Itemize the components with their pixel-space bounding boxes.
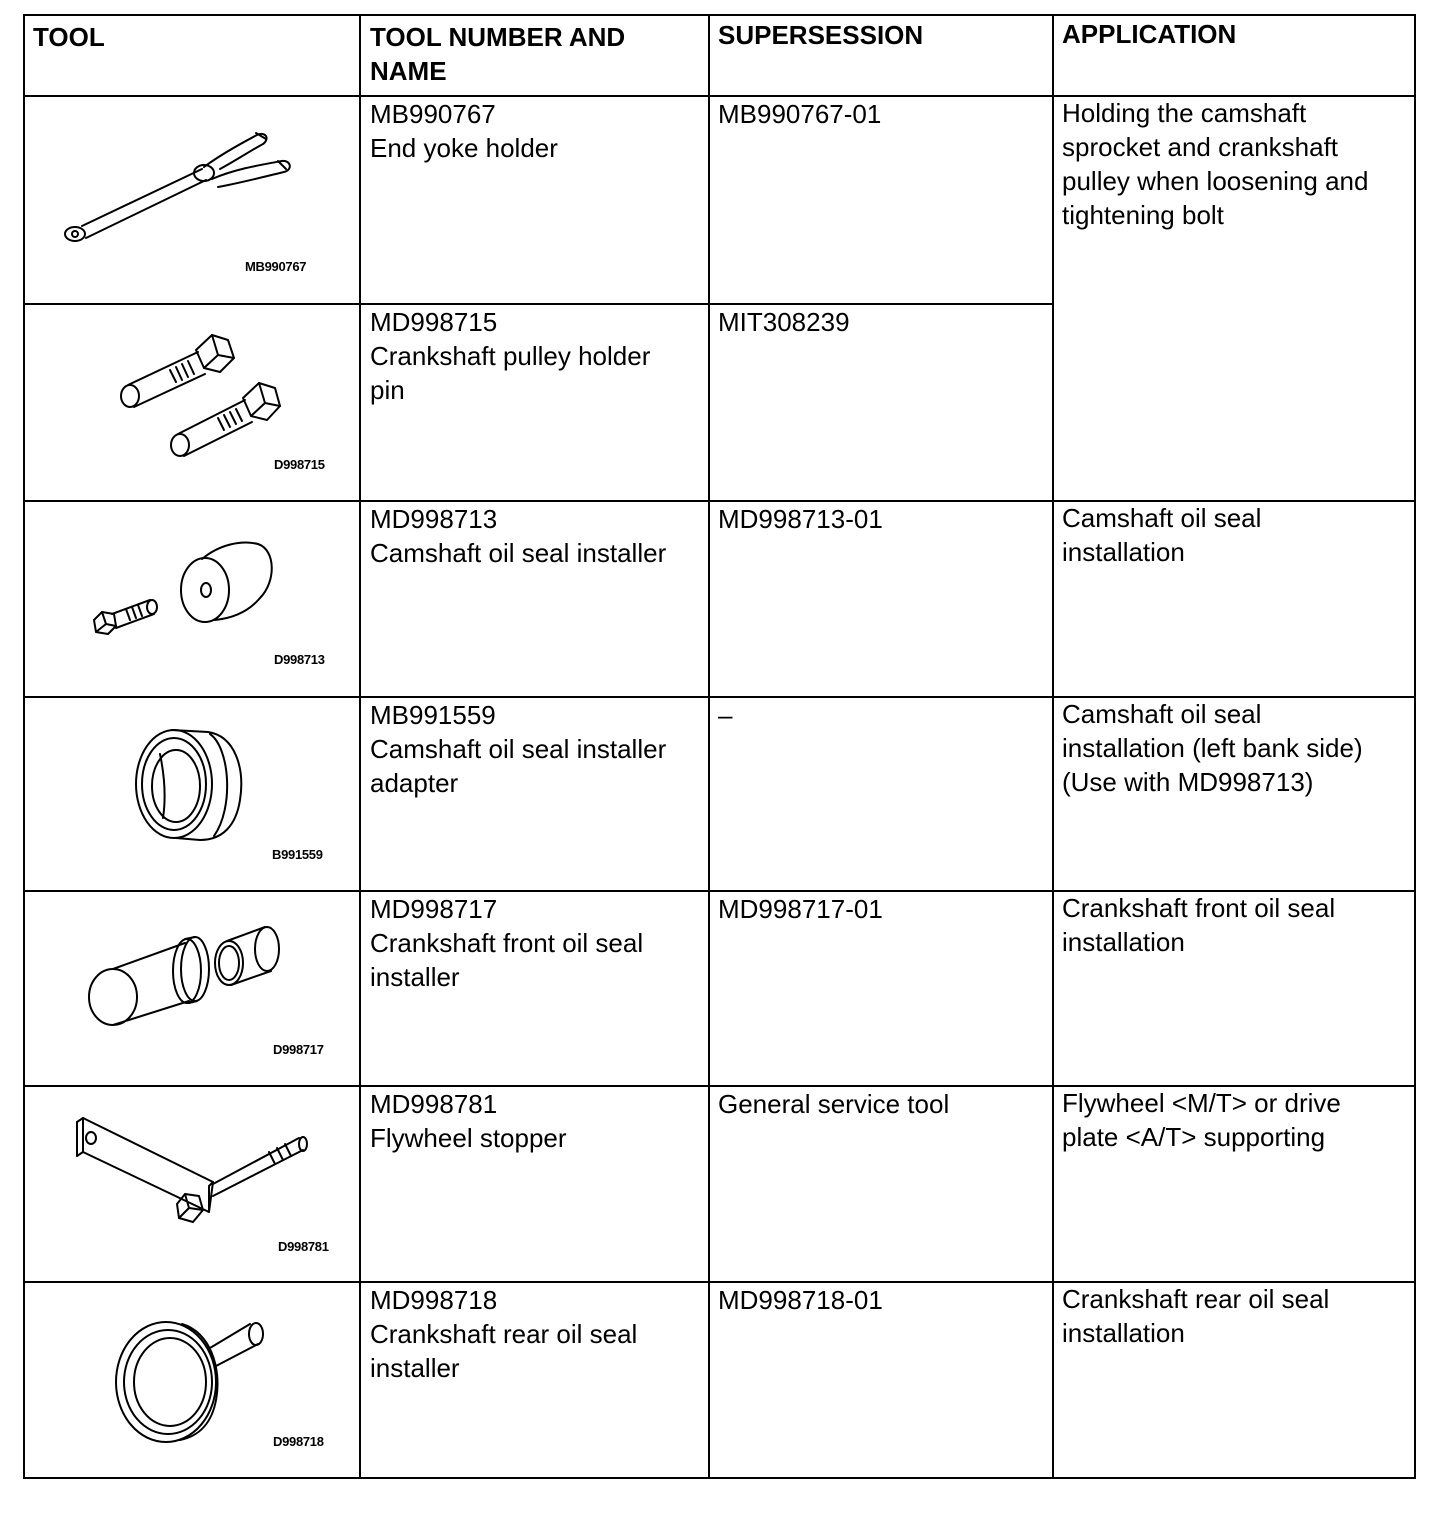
table-row — [25, 698, 1414, 890]
table-row — [25, 305, 1054, 500]
end-yoke-holder-icon — [60, 125, 300, 250]
supersession: MD998717-01 — [718, 894, 883, 924]
table-row — [25, 502, 1414, 696]
tool-name: Camshaft oil seal installer adapter — [370, 734, 667, 798]
rear-seal-installer-icon — [110, 1308, 270, 1443]
tool-image-label: D998713 — [274, 652, 325, 667]
tool-image-label: D998717 — [273, 1042, 324, 1057]
tool-number: MD998715 — [370, 307, 498, 337]
tool-name: Crankshaft rear oil seal installer — [370, 1319, 638, 1383]
header-supersession: SUPERSESSION — [718, 20, 924, 50]
table-row — [25, 97, 1414, 303]
tool-number: MD998718 — [370, 1285, 498, 1315]
header-tool: TOOL — [33, 22, 105, 52]
tool-number: MD998781 — [370, 1089, 498, 1119]
application: Camshaft oil seal installation — [1062, 503, 1262, 567]
front-seal-installer-icon — [87, 917, 287, 1037]
flywheel-stopper-icon — [73, 1112, 318, 1232]
tool-name: Flywheel stopper — [370, 1123, 567, 1153]
table-row — [25, 892, 1414, 1085]
tool-image-label: D998715 — [274, 457, 325, 472]
tool-name: Crankshaft front oil seal installer — [370, 928, 644, 992]
supersession: MD998718-01 — [718, 1285, 883, 1315]
tool-image-label: D998781 — [278, 1239, 329, 1254]
installer-adapter-icon — [130, 718, 250, 848]
supersession: General service tool — [718, 1089, 950, 1119]
tool-image-label: B991559 — [272, 847, 323, 862]
supersession: MD998713-01 — [718, 504, 883, 534]
application: Crankshaft rear oil seal installation — [1062, 1284, 1330, 1348]
supersession: MIT308239 — [718, 307, 850, 337]
table-border-bottom — [23, 1477, 1416, 1479]
tool-number: MD998713 — [370, 504, 498, 534]
application: Holding the camshaft sprocket and crankshaft pulley when loosening and tightening bolt — [1062, 98, 1369, 230]
application: Camshaft oil seal installation (left bank side) (Use with MD998713) — [1062, 699, 1363, 797]
supersession: MB990767-01 — [718, 99, 882, 129]
application: Crankshaft front oil seal installation — [1062, 893, 1336, 957]
tool-number: MB990767 — [370, 99, 496, 129]
tool-number: MD998717 — [370, 894, 498, 924]
header-application: APPLICATION — [1062, 19, 1237, 49]
tool-image-label: D998718 — [273, 1434, 324, 1449]
application: Flywheel <M/T> or drive plate <A/T> supporting — [1062, 1088, 1341, 1152]
camshaft-seal-installer-icon — [90, 532, 280, 647]
tool-image-label: MB990767 — [245, 259, 307, 274]
tool-name: End yoke holder — [370, 133, 558, 163]
tool-number: MB991559 — [370, 700, 496, 730]
header-tool-number: TOOL NUMBER AND NAME — [370, 22, 626, 86]
holder-pin-icon — [110, 330, 280, 455]
table-border-top — [23, 14, 1416, 16]
tool-name: Crankshaft pulley holder pin — [370, 341, 651, 405]
supersession: – — [718, 700, 733, 730]
table-row — [25, 1087, 1414, 1281]
table-border-right — [1414, 14, 1416, 1479]
table-row — [25, 1283, 1414, 1477]
tool-name: Camshaft oil seal installer — [370, 538, 667, 568]
